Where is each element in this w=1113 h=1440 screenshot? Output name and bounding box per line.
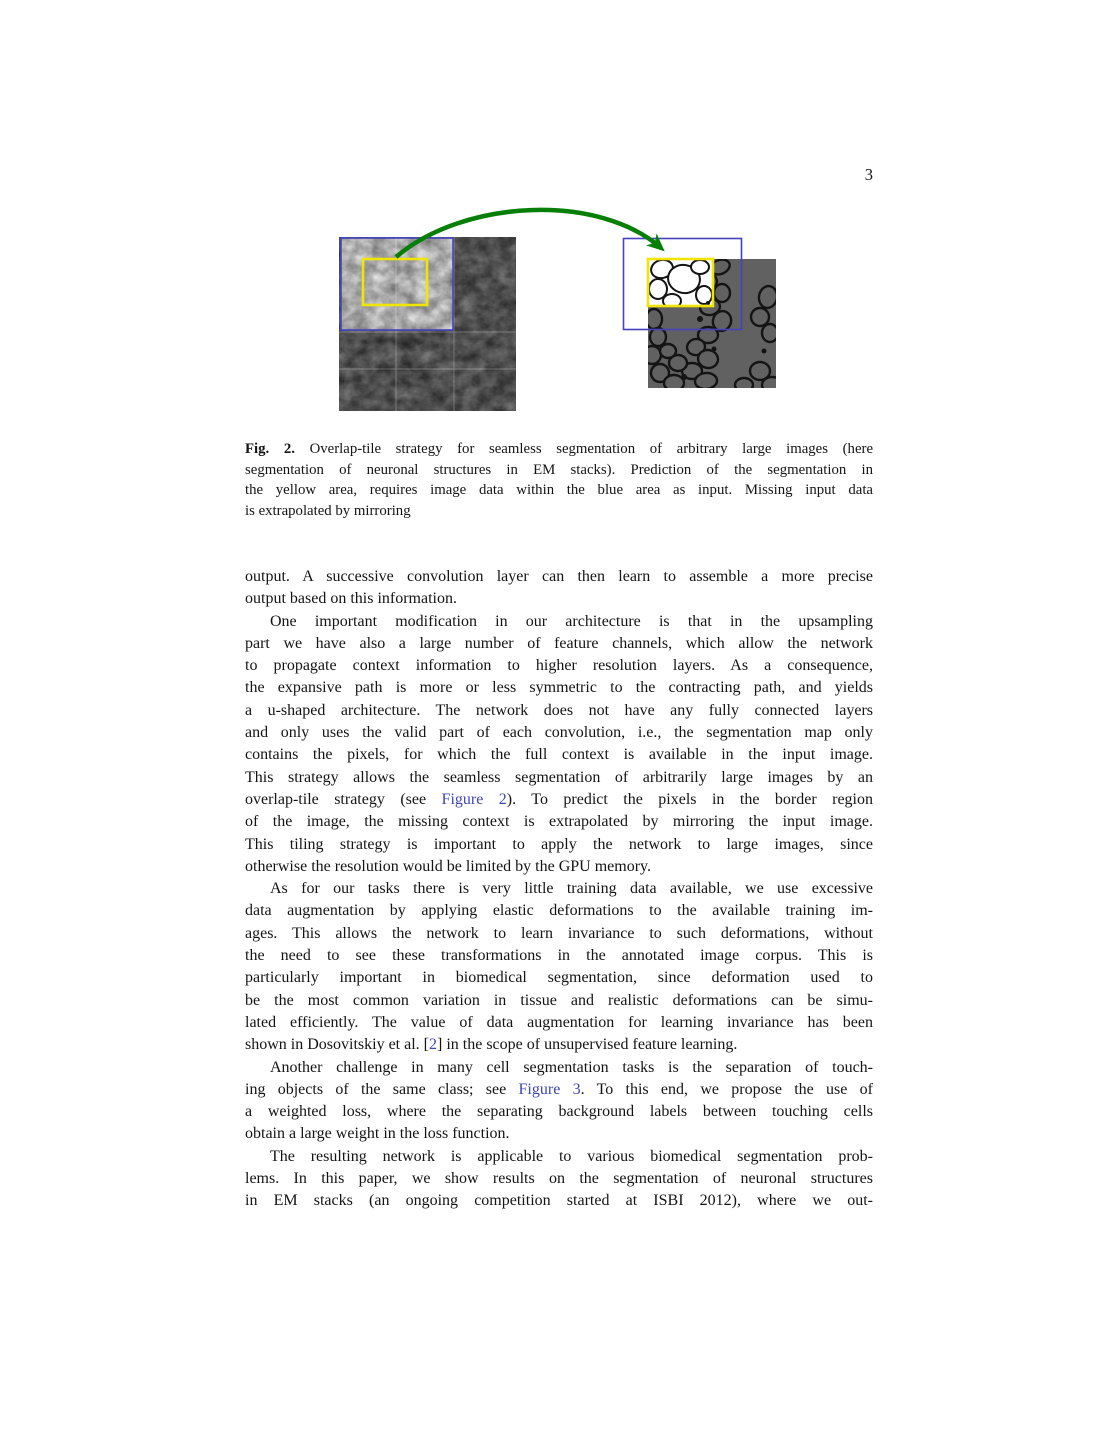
figure-ref-link[interactable]: Figure 2 [441,790,507,808]
caption-line: is extrapolated by mirroring [245,502,411,519]
text-line: obtain a large weight in the loss function. [245,1125,510,1143]
text-line: output. A successive convolution layer can then learn to assemble a more precise [245,568,873,585]
figure-caption [245,439,873,521]
citation-link[interactable]: 2 [429,1036,437,1054]
caption-line: segmentation of neuronal structures in EM stacks). Prediction of the segmentation in [245,461,873,478]
text-line: output based on this information. [245,590,457,608]
text-line: a weighted loss, where the separating background labels between touching cells [245,1103,873,1121]
figure-label: Fig. 2. [245,441,295,457]
segmentation-map [624,239,780,394]
text-line: This tiling strategy is important to apply the network to large images, since [245,835,873,853]
text-line: shown in Dosovitskiy et al. [2] in the scope of unsupervised feature learning. [245,1036,738,1054]
paragraph [245,1057,873,1146]
text-line: ages. This allows the network to learn invariance to such deformations, without [245,924,873,942]
em-input-image [339,237,516,411]
text-line: overlap-tile strategy (see Figure 2). To predict the pixels in the border region [245,790,874,808]
text-line: the need to see these transformations in the annotated image corpus. This is [245,947,873,965]
text-line: lems. In this paper, we show results on the segmentation of neuronal structures [245,1170,873,1188]
page-number: 3 [864,165,873,184]
text-line: data augmentation by applying elastic deformations to the available training im- [245,902,873,920]
text-line: to propagate context information to higher resolution layers. As a consequence, [245,657,873,675]
text-line: and only uses the valid part of each convolution, i.e., the segmentation map only [245,724,873,742]
text-line: The resulting network is applicable to various biomedical segmentation prob- [270,1147,873,1165]
text-line: One important modification in our architecture is that in the upsampling [270,612,873,630]
text-line: in EM stacks (an ongoing competition started at ISBI 2012), where we out- [245,1192,873,1210]
paragraph [245,1146,873,1213]
text-line: ing objects of the same class; see Figure 3. To this end, we propose the use of [245,1080,873,1098]
em-image-bright-region [341,238,454,330]
paragraph [245,566,873,611]
text-line: be the most common variation in tissue and realistic deformations can be simu- [245,991,873,1009]
text-line: Another challenge in many cell segmentation tasks is the separation of touch- [270,1058,873,1076]
paragraph [245,611,873,879]
figure-ref-link[interactable]: Figure 3 [518,1080,581,1098]
text-line: of the image, the missing context is extrapolated by mirroring the input image. [245,813,873,831]
predicted-segmentation-patch [648,257,713,308]
caption-line: Fig. 2. Overlap-tile strategy for seamless segmentation of arbitrary large images (here [245,441,874,457]
text-line: a u-shaped architecture. The network does not have any fully connected layers [245,701,873,719]
caption-line: the yellow area, requires image data within the blue area as input. Missing input data [245,482,873,499]
text-line: otherwise the resolution would be limited by the GPU memory. [245,857,652,875]
text-line: This strategy allows the seamless segmentation of arbitrarily large images by an [245,768,873,786]
text-line: particularly important in biomedical segmentation, since deformation used to [245,969,873,987]
text-line: lated efficiently. The value of data augmentation for learning invariance has been [245,1013,873,1031]
figure-2-illustration [339,203,779,417]
text-line: part we have also a large number of feature channels, which allow the network [245,634,873,652]
paragraph [245,878,873,1056]
text-line: As for our tasks there is very little training data available, we use excessive [270,880,873,898]
text-line: the expansive path is more or less symmetric to the contracting path, and yields [245,679,873,697]
body-text [245,566,873,1213]
text-line: contains the pixels, for which the full context is available in the input image. [245,746,873,764]
